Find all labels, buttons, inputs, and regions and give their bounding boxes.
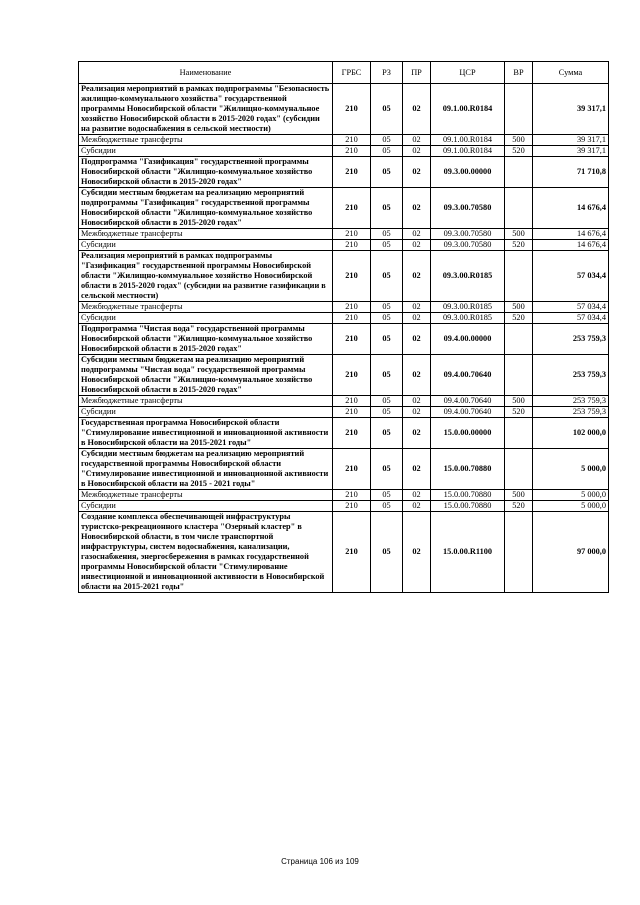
cell-vr: 500 [505, 135, 533, 146]
header-grbs: ГРБС [333, 62, 371, 84]
table-row [79, 188, 609, 229]
cell-grbs: 210 [333, 313, 371, 324]
cell-vr [505, 324, 533, 355]
cell-csr: 09.3.00.R0185 [431, 302, 505, 313]
cell-rz: 05 [371, 157, 403, 188]
cell-pr: 02 [403, 396, 431, 407]
cell-sum: 14 676,4 [533, 240, 609, 251]
table-row [79, 135, 609, 146]
cell-name: Подпрограмма "Газификация" государственной программы Новосибирской области "Жилищно-коммунальное хозяйство Новосибирской области в 2015-2020 годах" [79, 157, 333, 188]
cell-sum: 253 759,3 [533, 407, 609, 418]
cell-name: Межбюджетные трансферты [79, 302, 333, 313]
cell-rz: 05 [371, 302, 403, 313]
cell-sum: 14 676,4 [533, 188, 609, 229]
cell-rz: 05 [371, 501, 403, 512]
cell-name: Создание комплекса обеспечивающей инфраструктуры туристско-рекреационного кластера "Озерный кластер" в Новосибирской области, в том числе транспортной инфраструктуры, систем водоснабжения, канализации, газоснабжения, энергосбережения в рамках государственной программы Новосибирской области "Стимулирование инвестиционной и инновационной активности в Новосибирской области на 2015-2021 годы" [79, 512, 333, 593]
cell-vr: 500 [505, 396, 533, 407]
cell-csr: 09.1.00.R0184 [431, 84, 505, 135]
cell-name: Субсидии [79, 146, 333, 157]
cell-vr: 520 [505, 240, 533, 251]
cell-pr: 02 [403, 501, 431, 512]
cell-pr: 02 [403, 240, 431, 251]
table-row [79, 313, 609, 324]
cell-sum: 39 317,1 [533, 135, 609, 146]
cell-csr: 15.0.00.00000 [431, 418, 505, 449]
cell-csr: 09.4.00.70640 [431, 407, 505, 418]
header-pr: ПР [403, 62, 431, 84]
cell-pr: 02 [403, 449, 431, 490]
header-sum: Сумма [533, 62, 609, 84]
cell-vr [505, 418, 533, 449]
header-csr: ЦСР [431, 62, 505, 84]
cell-rz: 05 [371, 355, 403, 396]
cell-name: Реализация мероприятий в рамках подпрограммы "Газификация" государственной программы Новосибирской области "Жилищно-коммунальное хозяйство Новосибирской области в 2015-2020 годах" (субсидии на развитие газификации в сельской местности) [79, 251, 333, 302]
table-row [79, 146, 609, 157]
cell-rz: 05 [371, 449, 403, 490]
cell-pr: 02 [403, 188, 431, 229]
cell-csr: 09.3.00.R0185 [431, 313, 505, 324]
cell-vr: 520 [505, 407, 533, 418]
cell-sum: 5 000,0 [533, 490, 609, 501]
budget-table [78, 61, 609, 593]
cell-csr: 09.3.00.70580 [431, 188, 505, 229]
cell-grbs: 210 [333, 302, 371, 313]
cell-name: Подпрограмма "Чистая вода" государственной программы Новосибирской области "Жилищно-коммунальное хозяйство Новосибирской области в 2015-2020 годах" [79, 324, 333, 355]
cell-grbs: 210 [333, 396, 371, 407]
cell-csr: 15.0.00.R1100 [431, 512, 505, 593]
cell-vr [505, 188, 533, 229]
cell-csr: 09.4.00.70640 [431, 355, 505, 396]
cell-rz: 05 [371, 146, 403, 157]
cell-csr: 15.0.00.70880 [431, 490, 505, 501]
cell-grbs: 210 [333, 84, 371, 135]
cell-rz: 05 [371, 418, 403, 449]
cell-csr: 15.0.00.70880 [431, 449, 505, 490]
cell-vr [505, 512, 533, 593]
cell-sum: 71 710,8 [533, 157, 609, 188]
cell-vr: 500 [505, 229, 533, 240]
cell-rz: 05 [371, 229, 403, 240]
cell-csr: 15.0.00.70880 [431, 501, 505, 512]
cell-sum: 39 317,1 [533, 84, 609, 135]
cell-rz: 05 [371, 251, 403, 302]
table-row [79, 302, 609, 313]
cell-grbs: 210 [333, 407, 371, 418]
table-row [79, 418, 609, 449]
cell-csr: 09.3.00.70580 [431, 240, 505, 251]
cell-grbs: 210 [333, 512, 371, 593]
cell-pr: 02 [403, 512, 431, 593]
header-vr: ВР [505, 62, 533, 84]
table-row [79, 355, 609, 396]
cell-vr: 500 [505, 490, 533, 501]
cell-name: Субсидии [79, 313, 333, 324]
cell-csr: 09.4.00.70640 [431, 396, 505, 407]
cell-sum: 5 000,0 [533, 501, 609, 512]
cell-pr: 02 [403, 251, 431, 302]
cell-csr: 09.1.00.R0184 [431, 146, 505, 157]
cell-vr [505, 157, 533, 188]
cell-rz: 05 [371, 313, 403, 324]
cell-name: Межбюджетные трансферты [79, 135, 333, 146]
cell-sum: 39 317,1 [533, 146, 609, 157]
cell-grbs: 210 [333, 490, 371, 501]
cell-pr: 02 [403, 84, 431, 135]
cell-grbs: 210 [333, 355, 371, 396]
table-row [79, 84, 609, 135]
cell-pr: 02 [403, 302, 431, 313]
cell-sum: 5 000,0 [533, 449, 609, 490]
cell-csr: 09.1.00.R0184 [431, 135, 505, 146]
cell-grbs: 210 [333, 188, 371, 229]
cell-vr: 500 [505, 302, 533, 313]
cell-csr: 09.3.00.R0185 [431, 251, 505, 302]
cell-vr [505, 84, 533, 135]
cell-sum: 57 034,4 [533, 302, 609, 313]
table-row [79, 229, 609, 240]
table-row [79, 512, 609, 593]
cell-rz: 05 [371, 135, 403, 146]
cell-name: Субсидии [79, 407, 333, 418]
cell-grbs: 210 [333, 240, 371, 251]
cell-rz: 05 [371, 396, 403, 407]
cell-vr [505, 355, 533, 396]
cell-name: Субсидии местным бюджетам на реализацию мероприятий государственной программы Новосибирской области "Стимулирование инвестиционной и инновационной активности в Новосибирской области на 2015 - 2021 годы" [79, 449, 333, 490]
cell-csr: 09.4.00.00000 [431, 324, 505, 355]
cell-grbs: 210 [333, 501, 371, 512]
cell-pr: 02 [403, 229, 431, 240]
cell-name: Межбюджетные трансферты [79, 490, 333, 501]
cell-name: Государственная программа Новосибирской области "Стимулирование инвестиционной и инновационной активности в Новосибирской области на 2015-2021 годы" [79, 418, 333, 449]
table-row [79, 501, 609, 512]
cell-name: Субсидии [79, 240, 333, 251]
cell-sum: 102 000,0 [533, 418, 609, 449]
cell-pr: 02 [403, 490, 431, 501]
header-name: Наименование [79, 62, 333, 84]
cell-sum: 14 676,4 [533, 229, 609, 240]
cell-grbs: 210 [333, 251, 371, 302]
cell-sum: 57 034,4 [533, 313, 609, 324]
cell-name: Реализация мероприятий в рамках подпрограммы "Безопасность жилищно-коммунального хозяйства" государственной программы Новосибирской области "Жилищно-коммунальное хозяйство Новосибирской области в 2015-2020 годах" (субсидии на развитие водоснабжения в сельской местности) [79, 84, 333, 135]
cell-pr: 02 [403, 157, 431, 188]
cell-name: Субсидии местным бюджетам на реализацию мероприятий подпрограммы "Газификация" государственной программы Новосибирской области "Жилищно-коммунальное хозяйство Новосибирской области в 2015-2020 годах" [79, 188, 333, 229]
table-header-row [79, 62, 609, 84]
cell-grbs: 210 [333, 135, 371, 146]
cell-grbs: 210 [333, 229, 371, 240]
cell-rz: 05 [371, 407, 403, 418]
table-row [79, 240, 609, 251]
cell-pr: 02 [403, 418, 431, 449]
table-row [79, 407, 609, 418]
cell-grbs: 210 [333, 324, 371, 355]
cell-csr: 09.3.00.70580 [431, 229, 505, 240]
cell-rz: 05 [371, 324, 403, 355]
cell-grbs: 210 [333, 449, 371, 490]
table-row [79, 449, 609, 490]
cell-pr: 02 [403, 135, 431, 146]
table-row [79, 490, 609, 501]
table-row [79, 324, 609, 355]
cell-pr: 02 [403, 355, 431, 396]
cell-name: Субсидии [79, 501, 333, 512]
cell-pr: 02 [403, 146, 431, 157]
cell-pr: 02 [403, 407, 431, 418]
cell-vr [505, 449, 533, 490]
cell-sum: 57 034,4 [533, 251, 609, 302]
cell-csr: 09.3.00.00000 [431, 157, 505, 188]
table-row [79, 251, 609, 302]
cell-sum: 253 759,3 [533, 324, 609, 355]
cell-rz: 05 [371, 512, 403, 593]
table-row [79, 396, 609, 407]
cell-vr [505, 251, 533, 302]
cell-grbs: 210 [333, 146, 371, 157]
cell-name: Межбюджетные трансферты [79, 229, 333, 240]
cell-sum: 97 000,0 [533, 512, 609, 593]
cell-name: Межбюджетные трансферты [79, 396, 333, 407]
cell-name: Субсидии местным бюджетам на реализацию мероприятий подпрограммы "Чистая вода" государственной программы Новосибирской области "Жилищно-коммунальное хозяйство Новосибирской области в 2015-2020 годах" [79, 355, 333, 396]
cell-sum: 253 759,3 [533, 396, 609, 407]
cell-vr: 520 [505, 313, 533, 324]
page-number: Страница 106 из 109 [281, 857, 359, 866]
cell-rz: 05 [371, 490, 403, 501]
cell-grbs: 210 [333, 157, 371, 188]
cell-grbs: 210 [333, 418, 371, 449]
cell-pr: 02 [403, 324, 431, 355]
header-rz: РЗ [371, 62, 403, 84]
cell-sum: 253 759,3 [533, 355, 609, 396]
cell-vr: 520 [505, 501, 533, 512]
cell-pr: 02 [403, 313, 431, 324]
cell-rz: 05 [371, 84, 403, 135]
cell-vr: 520 [505, 146, 533, 157]
cell-rz: 05 [371, 240, 403, 251]
table-row [79, 157, 609, 188]
cell-rz: 05 [371, 188, 403, 229]
